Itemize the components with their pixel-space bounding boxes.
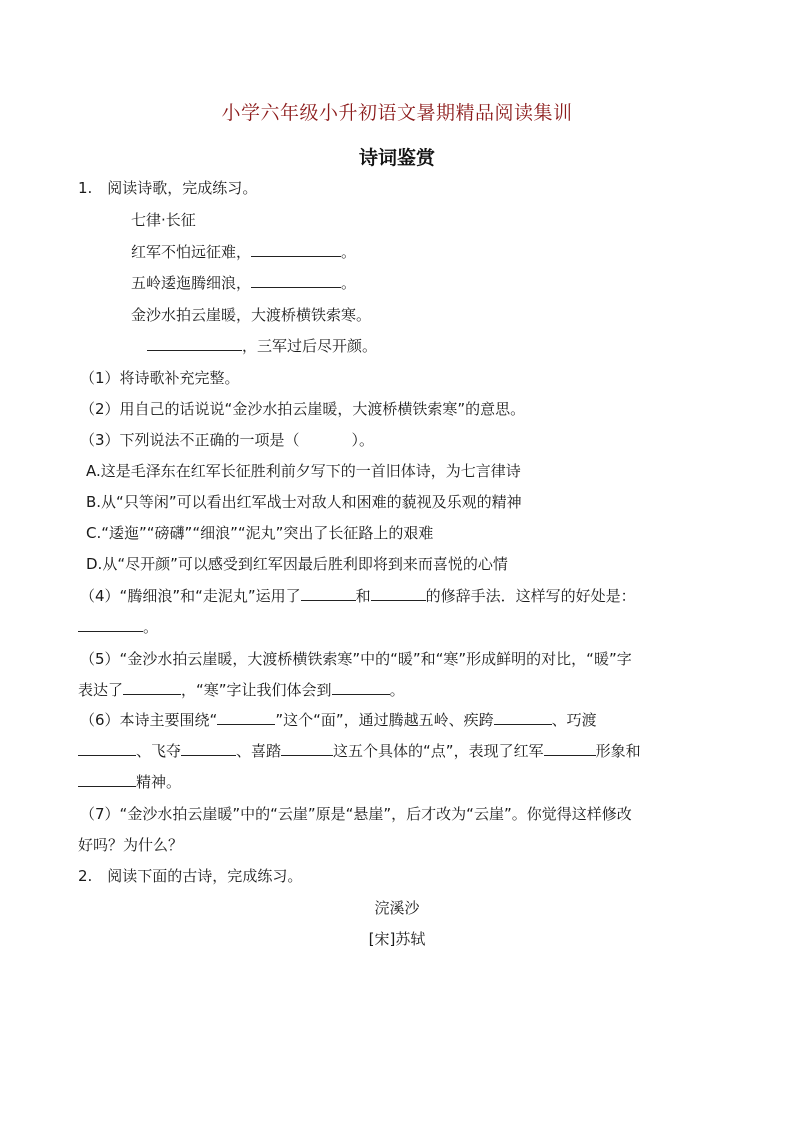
cross-blank[interactable] [494,710,552,725]
sub-question-3-end: ）。 [351,431,375,449]
poem-line-1-text: 红军不怕远征难， [131,243,252,261]
poem-line-1-blank[interactable] [251,242,341,257]
warm-meaning-blank[interactable] [123,680,181,695]
poem-line-4-end: ，三军过后尽开颜。 [242,337,378,355]
sub-question-4-text: （4）“腾细浪”和“走泥丸”运用了 [80,587,301,605]
poem-line-4-blank[interactable] [147,336,242,351]
rhetoric-blank-1[interactable] [301,586,356,601]
poem-line-2 [131,273,356,293]
option-b: B.从“只等闲”可以看出红军战士对敌人和困难的藐视及乐观的精神 [86,493,522,511]
cold-meaning-blank[interactable] [332,680,390,695]
poem-line-4 [147,336,377,356]
sub-question-6-line-3 [78,772,181,792]
poem-line-1-end: 。 [341,243,357,261]
sub-question-6-line-2 [78,741,641,761]
option-c: C.“逶迤”“磅礴”“细浪”“泥丸”突出了长征路上的艰难 [86,524,434,542]
document-title: 小学六年级小升初语文暑期精品阅读集训 [221,102,573,124]
sub-question-5-line-2 [78,680,405,700]
sub-question-6-step: 、喜踏 [236,742,282,760]
sub-question-4-end: 。 [143,618,159,636]
sub-question-6-points: 这五个具体的“点”，表现了红军 [333,742,544,760]
question-1-intro: 1. 阅读诗歌，完成练习。 [78,179,258,197]
sub-question-5-mid: ，“寒”字让我们体会到 [181,681,332,699]
sub-question-4-and: 和 [355,587,371,605]
sub-question-5: （5）“金沙水拍云崖暖，大渡桥横铁索寒”中的“暖”和“寒”形成鲜明的对比，“暖”字 [80,650,632,668]
step-blank[interactable] [281,741,333,756]
poem-line-2-text: 五岭逶迤腾细浪， [131,274,252,292]
spirit-blank[interactable] [78,772,136,787]
option-a: A.这是毛泽东在红军长征胜利前夕写下的一首旧体诗，为七言律诗 [86,462,521,480]
sub-question-2: （2）用自己的话说说“金沙水拍云崖暖，大渡桥横铁索寒”的意思。 [80,400,526,418]
sub-question-7-line-2: 好吗？为什么？ [78,836,184,854]
image-blank[interactable] [544,741,596,756]
poem-2-author: [宋]苏轼 [368,930,426,948]
main-theme-blank[interactable] [217,710,275,725]
question-2-intro: 2. 阅读下面的古诗，完成练习。 [78,867,303,885]
sub-question-1: （1）将诗歌补充完整。 [80,369,240,387]
sub-question-6-ferry: 、巧渡 [551,711,597,729]
poem-line-2-end: 。 [341,274,357,292]
sub-question-3-text: （3）下列说法不正确的一项是（ [80,431,300,449]
sub-question-5-text: 表达了 [78,681,124,699]
sub-question-6-seize: 、飞夺 [136,742,182,760]
poem-line-3: 金沙水拍云崖暖，大渡桥横铁索寒。 [131,306,372,324]
ferry-blank[interactable] [78,741,136,756]
sub-question-4-tail: 的修辞手法．这样写的好处是： [425,587,636,605]
sub-question-6-end: 精神。 [136,773,182,791]
poem-line-1 [131,242,356,262]
sub-question-6-mid: ”这个“面”，通过腾越五岭、疾跨 [275,711,494,729]
seize-blank[interactable] [181,741,236,756]
poem-line-2-blank[interactable] [251,273,341,288]
benefit-blank[interactable] [78,617,143,632]
sub-question-6-text: （6）本诗主要围绕“ [80,711,218,729]
poem-title: 七律·长征 [131,211,196,229]
sub-question-7: （7）“金沙水拍云崖暖”中的“云崖”原是“悬崖”，后才改为“云崖”。你觉得这样修改 [80,805,632,823]
section-title: 诗词鉴赏 [358,147,435,169]
sub-question-5-end: 。 [389,681,405,699]
rhetoric-blank-2[interactable] [371,586,426,601]
sub-question-3 [80,430,374,450]
sub-question-4 [80,586,636,606]
sub-question-4-answer-line [78,617,158,637]
sub-question-6 [80,710,597,730]
sub-question-6-image: 形象和 [595,742,641,760]
poem-2-title: 浣溪沙 [374,899,420,917]
option-d: D.从“尽开颜”可以感受到红军因最后胜利即将到来而喜悦的心情 [86,555,508,573]
